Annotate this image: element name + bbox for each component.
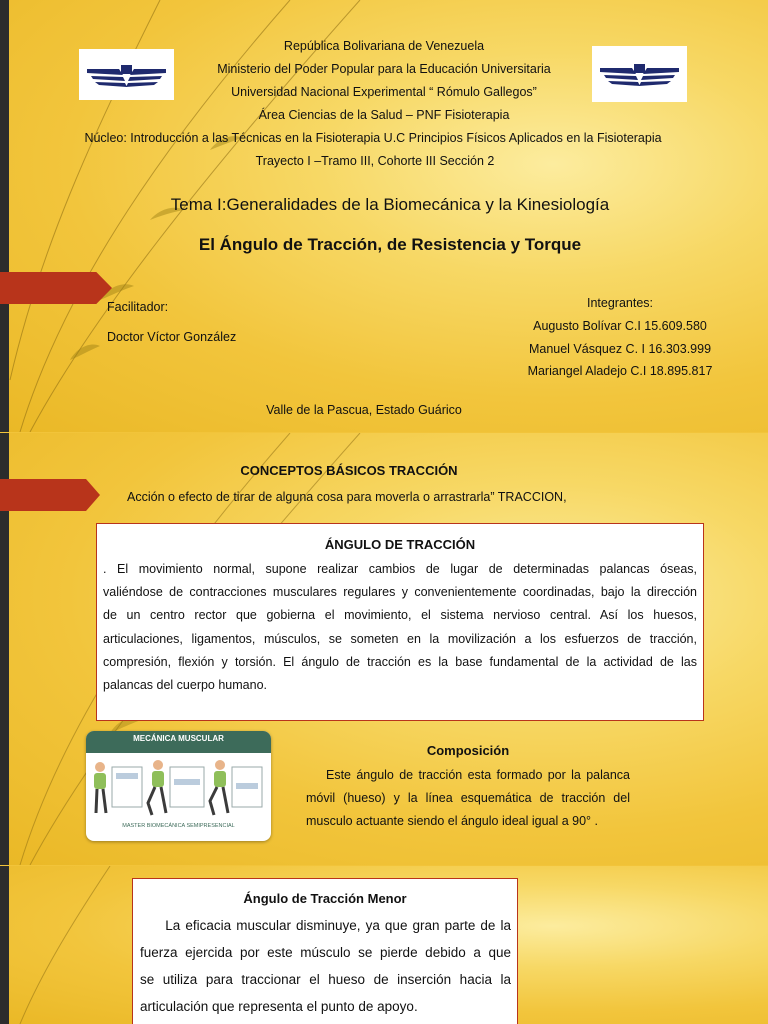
angulo-traccion-body: [103, 558, 697, 697]
composicion-body: [306, 764, 630, 833]
body-line: articulaciones, ligamentos, músculos, se someten en la movilización a los esfuerzos de tracción,: [103, 631, 697, 646]
slide-conceptos: [0, 433, 768, 865]
angulo-traccion-title: ÁNGULO DE TRACCIÓN: [324, 537, 476, 552]
body-line: valiéndose de contracciones musculares regulares y convenientemente coordinadas, bajo la dirección: [103, 585, 697, 600]
illustration-footer: MASTER BIOMECÁNICA SEMIPRESENCIAL: [122, 823, 235, 829]
composicion-line: móvil (hueso) y la línea esquemática de tracción del: [306, 791, 630, 805]
menor-line: se utiliza para traccionar el hueso de inserción hacia la: [140, 972, 511, 987]
presentation-title: El Ángulo de Tracción, de Resistencia y Torque: [198, 235, 582, 254]
slide-tab-marker: [0, 272, 112, 304]
angulo-menor-body: [140, 912, 511, 1020]
place-line: Valle de la Pascua, Estado Guárico: [266, 403, 462, 417]
angulo-menor-box: [132, 878, 518, 1024]
header-line-3: Universidad Nacional Experimental “ Rómulo Gallegos”: [231, 85, 537, 99]
angulo-traccion-box: [96, 523, 704, 721]
composicion-line: musculo actuante siendo el ángulo ideal igual a 90° .: [306, 814, 599, 828]
header-line-4: Área Ciencias de la Salud – PNF Fisioterapia: [258, 108, 510, 122]
traccion-definition: Acción o efecto de tirar de alguna cosa para moverla o arrastrarla” TRACCION,: [127, 490, 567, 504]
integrantes-label: Integrantes:: [586, 296, 653, 310]
integrante-1: Augusto Bolívar C.I 15.609.580: [533, 319, 707, 333]
body-line: de un centro rector que gobierna el movimiento, el sistema nervioso central. Así los huesos,: [103, 608, 697, 623]
facilitador-label: Facilitador:: [107, 300, 169, 314]
facilitador-name: Doctor Víctor González: [107, 330, 237, 344]
composicion-line: Este ángulo de tracción esta formado por la palanca: [326, 768, 630, 782]
slide-angulo-menor: [0, 866, 768, 1024]
header-line-1: República Bolivariana de Venezuela: [283, 39, 485, 53]
integrante-2: Manuel Vásquez C. I 16.303.999: [528, 342, 712, 356]
slide-tab-marker: [0, 479, 100, 511]
menor-line: articulación que representa el punto de apoyo.: [140, 999, 418, 1014]
conceptos-heading: CONCEPTOS BÁSICOS TRACCIÓN: [240, 463, 458, 478]
header-line-6: Trayecto I –Tramo III, Cohorte III Sección 2: [255, 154, 495, 168]
header-line-5: Núcleo: Introducción a las Técnicas en la Fisioterapia U.C Principios Físicos Aplicados en la Fisioterapia: [84, 131, 662, 145]
muscle-mechanics-illustration: [86, 731, 271, 841]
angulo-menor-title: Ángulo de Tracción Menor: [243, 891, 407, 906]
integrante-3: Mariangel Aladejo C.I 18.895.817: [527, 364, 713, 378]
menor-line: fuerza ejercida por este músculo se pierde debido a que: [140, 945, 511, 960]
body-line: palancas del cuerpo humano.: [103, 678, 268, 693]
menor-line: La eficacia muscular disminuye, ya que gran parte de la: [140, 918, 511, 933]
body-line: . El movimiento normal, supone realizar cambios de lugar de determinadas palancas óseas,: [103, 562, 697, 576]
tema-title: Tema I:Generalidades de la Biomecánica y la Kinesiología: [170, 195, 610, 214]
slide-title: [0, 0, 768, 432]
header-line-2: Ministerio del Poder Popular para la Educación Universitaria: [217, 62, 551, 76]
body-line: compresión, flexión y torsión. El ángulo de tracción es la base fundamental de la actividad de las: [103, 654, 697, 669]
composicion-title: Composición: [426, 743, 510, 758]
illustration-banner-title: MECÁNICA MUSCULAR: [133, 734, 224, 743]
